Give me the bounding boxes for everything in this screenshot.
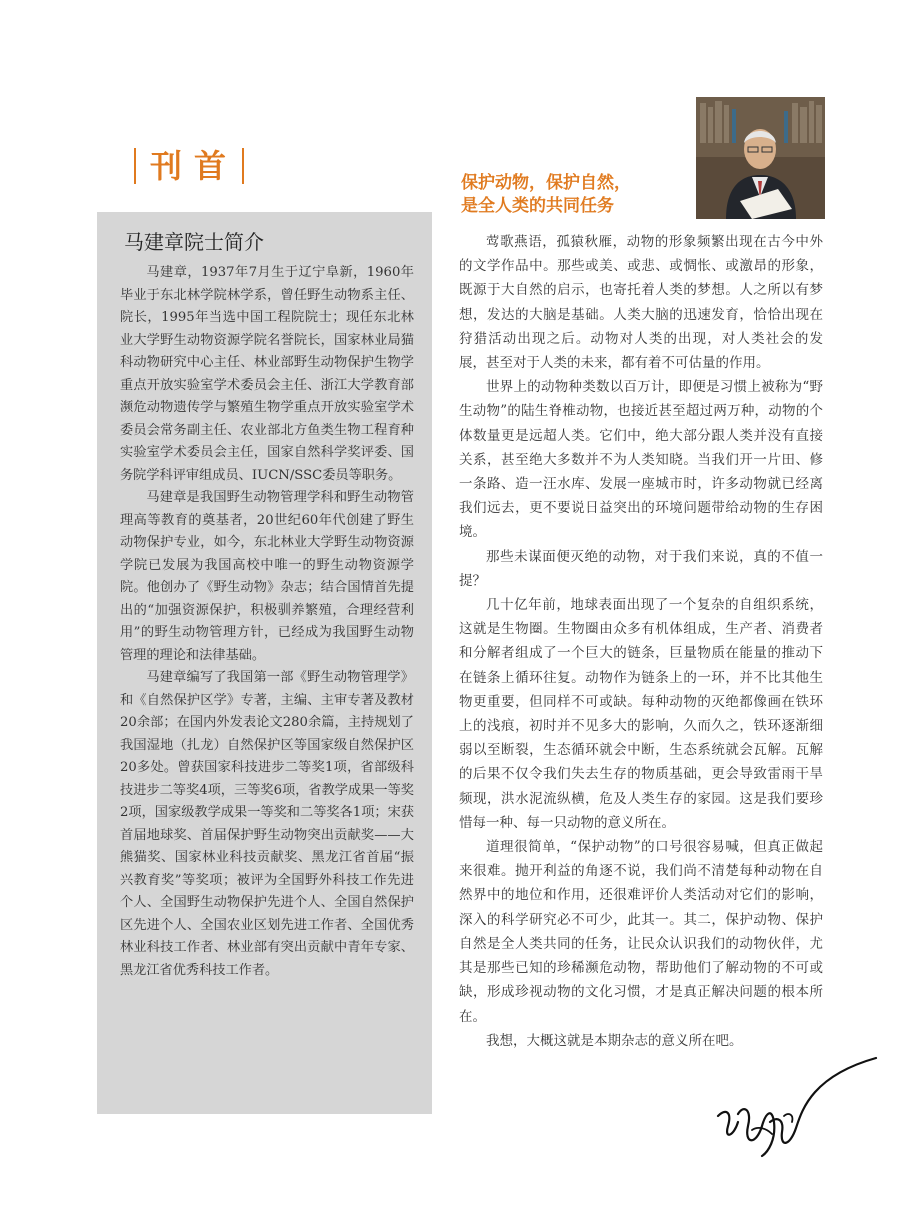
handwritten-signature bbox=[712, 1056, 882, 1176]
article-paragraph: 几十亿年前，地球表面出现了一个复杂的自组织系统，这就是生物圈。生物圈由众多有机体组成，生产者、消费者和分解者组成了一个巨大的链条，巨量物质在能量的推动下在链条上循环往复。动物作为链条上的一环，并不比其他生物更重要，但同样不可或缺。每种动物的灭绝都像画在铁环上的浅痕，初时并不见多大的影响，久而久之，铁环逐渐细弱以至断裂，生态循环就会中断，生态系统就会瓦解。瓦解的后果不仅令我们失去生存的物质基础，更会导致雷雨干旱频现，洪水泥流纵横，危及人类生存的家园。这是我们要珍惜每一种、每一只动物的意义所在。 bbox=[459, 597, 823, 831]
section-header bbox=[134, 146, 244, 186]
article-paragraph: 道理很简单，“保护动物”的口号很容易喊，但真正做起来很难。抛开利益的角逐不说，我们尚不清楚每种动物在自然界中的地位和作用，还很难评价人类活动对它们的影响，深入的科学研究必不可少，此其一。其二，保护动物、保护自然是全人类共同的任务，让民众认识我们的动物伙伴，尤其是那些已知的珍稀濒危动物，帮助他们了解动物的不可或缺，形成珍视动物的文化习惯，才是真正解决问题的根本所在。 bbox=[459, 839, 823, 1025]
bio-heading: 马建章院士简介 bbox=[124, 230, 264, 254]
bio-paragraph: 马建章是我国野生动物管理学科和野生动物管理高等教育的奠基者，20世纪60年代创建了野生动物保护专业，如今，东北林业大学野生动物资源学院已发展为我国高校中唯一的野生动物资源学院。他创办了《野生动物》杂志；结合国情首先提出的“加强资源保护，积极驯养繁殖，合理经营利用”的野生动物管理方针，已经成为我国野生动物管理的理论和法律基础。 bbox=[120, 490, 414, 663]
article-headline bbox=[461, 172, 631, 218]
article-paragraph: 世界上的动物种类数以百万计，即便是习惯上被称为“野生动物”的陆生脊椎动物，也接近甚至超过两万种，动物的个体数量更是远超人类。它们中，绝大部分跟人类并没有直接关系，甚至绝大多数并不为人类知晓。当我们开一片田、修一条路、造一汪水库、发展一座城市时，许多动物就已经离我们远去，更不要说日益突出的环境问题带给动物的生存困境。 bbox=[459, 379, 823, 541]
bio-paragraph: 马建章，1937年7月生于辽宁阜新，1960年毕业于东北林学院林学系，曾任野生动物系主任、院长，1995年当选中国工程院院士；现任东北林业大学野生动物资源学院名誉院长，国家林业局猫科动物研究中心主任、林业部野生动物保护生物学重点开放实验室学术委员会主任、浙江大学教育部濒危动物遗传学与繁殖生物学重点开放实验室学术委员会常务副主任、农业部北方鱼类生物工程育种实验室学术委员会主任，国家自然科学奖评委、国务院学科评审组成员、IUCN/SSC委员等职务。 bbox=[120, 265, 414, 483]
article-paragraph: 那些未谋面便灭绝的动物，对于我们来说，真的不值一提？ bbox=[459, 548, 823, 589]
article-body bbox=[459, 230, 823, 1053]
bio-body bbox=[120, 262, 414, 982]
section-bar-right bbox=[242, 148, 244, 184]
article-paragraph: 莺歌燕语，孤猿秋雁，动物的形象频繁出现在古今中外的文学作品中。那些或美、或悲、或惆怅、或激昂的形象，既源于大自然的启示，也寄托着人类的梦想。人之所以有梦想，发达的大脑是基础。人类大脑的迅速发育，恰恰出现在狩猎活动出现之后。动物对人类的出现，对人类社会的发展，甚至对于人类的未来，都有着不可估量的作用。 bbox=[459, 234, 823, 372]
headline-line: 保护动物，保护自然， bbox=[461, 173, 631, 193]
portrait-illustration bbox=[696, 97, 825, 219]
bio-paragraph: 马建章编写了我国第一部《野生动物管理学》和《自然保护区学》专著，主编、主审专著及教材20余部；在国内外发表论文280余篇，主持规划了我国湿地（扎龙）自然保护区等国家级自然保护区20多处。曾获国家科技进步二等奖1项，省部级科技进步二等奖4项，三等奖6项，省教学成果一等奖2项，国家级教学成果一等奖和二等奖各1项；宋获首届地球奖、首届保护野生动物突出贡献奖——大熊猫奖、国家林业科技贡献奖、黑龙江省首届“振兴教育奖”等奖项；被评为全国野外科技工作先进个人、全国野生动物保护先进个人、全国自然保护区先进个人、全国农业区划先进工作者、全国优秀林业科技工作者、林业部有突出贡献中青年专家、黑龙江省优秀科技工作者。 bbox=[120, 670, 414, 978]
portrait-photo bbox=[696, 97, 825, 219]
headline-line: 是全人类的共同任务 bbox=[461, 196, 614, 216]
section-title: 刊首 bbox=[150, 147, 239, 185]
article-paragraph: 我想，大概这就是本期杂志的意义所在吧。 bbox=[486, 1032, 743, 1049]
